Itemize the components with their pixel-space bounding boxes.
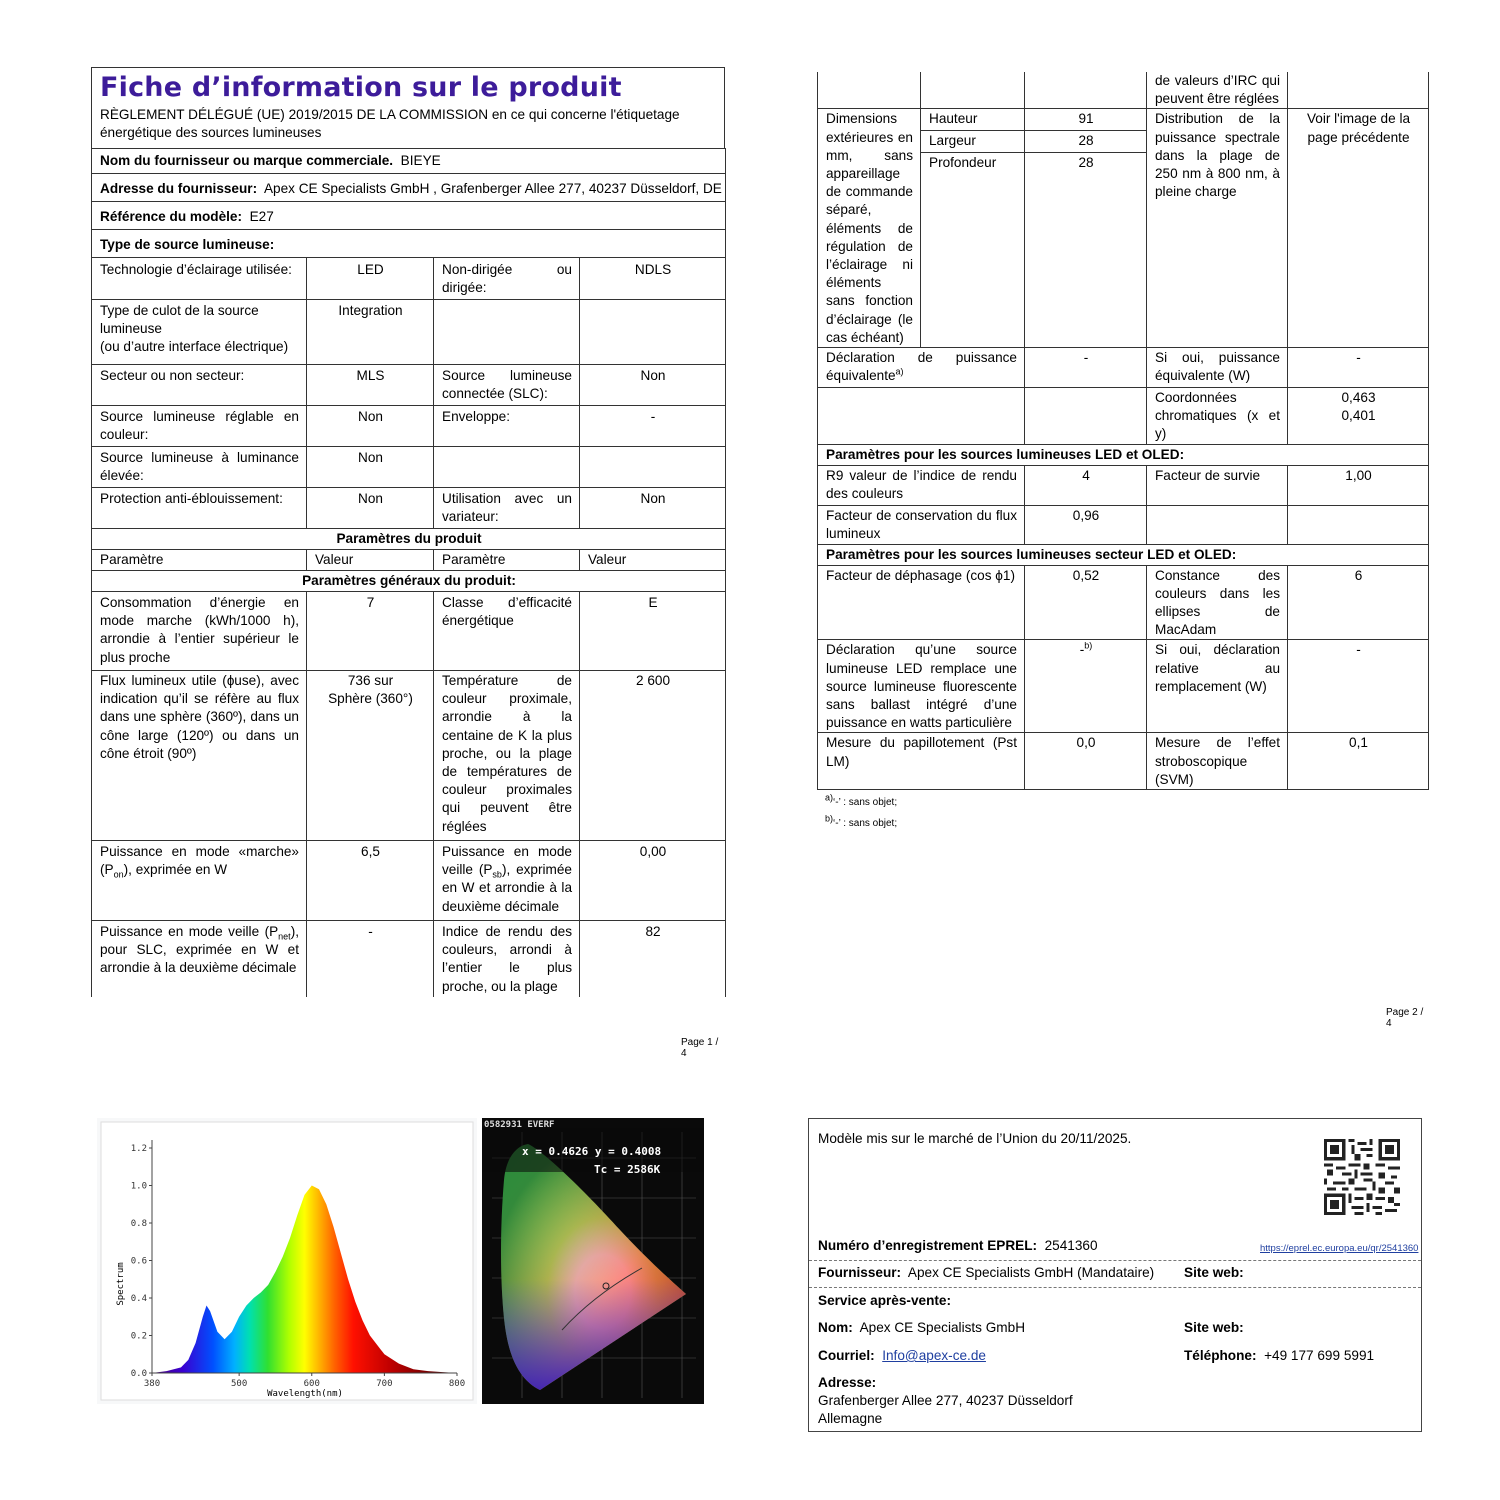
email-link[interactable]: Info@apex-ce.de (882, 1348, 986, 1363)
pon-label (92, 841, 307, 921)
mains-value: MLS (307, 365, 434, 406)
dimensions-label: Dimensions extérieures en mm, sans appareillage de commande séparé, éléments de régulation de l’éclairage ni éléments sans fonction d’éclairage (le cas échéant) (818, 109, 921, 348)
y-tick-label: 0.0 (130, 1369, 147, 1379)
psb-label (434, 841, 580, 921)
model-ref-row (92, 202, 726, 230)
email-line (818, 1347, 986, 1365)
table-row (92, 406, 726, 447)
website-label-2: Site web: (1184, 1320, 1244, 1335)
cap-label-line-2: (ou d’autre interface électrique) (100, 339, 289, 355)
supplier-value: Apex CE Specialists GmbH (Mandataire) (907, 1265, 1155, 1280)
qr-code-icon (1324, 1139, 1400, 1215)
pnet-label-a: Puissance en mode veille (P (100, 924, 279, 939)
supplier-address-label: Adresse du fournisseur: (100, 181, 258, 196)
flux-value-1: 736 sur (347, 673, 394, 688)
supplier-name-row (92, 149, 726, 174)
pnet-label-b: ), pour SLC, exprimée en W et arrondie à la deuxième décimale (100, 924, 299, 976)
macadam-label: Constance des couleurs dans les ellipses de MacAdam (1147, 565, 1288, 640)
service-label: Service après-vente: (818, 1293, 951, 1308)
name-value: Apex CE Specialists GmbH (859, 1320, 1026, 1335)
tunable-value: Non (307, 406, 434, 447)
macadam-value: 6 (1288, 565, 1429, 640)
model-ref-label: Référence du modèle: (100, 209, 243, 224)
table-row (92, 592, 726, 671)
spd-label: Distribution de la puissance spectrale dans la plage de 250 nm à 800 nm, à pleine charge (1147, 109, 1288, 348)
antiglare-value: Non (307, 488, 434, 529)
pnet-value: - (307, 921, 434, 998)
general-params-header: Paramètres généraux du produit: (92, 571, 726, 592)
x-tick-label: 700 (376, 1379, 393, 1389)
table-row (818, 733, 1429, 790)
source-type-row (92, 230, 726, 258)
flux-label: Flux lumineux utile (ɸuse), avec indication qu’il se réfère au flux dans une sphère (360º), dans un cône large (120º) ou dans un cône étroit (90º) (92, 671, 307, 841)
dimmer-label: Utilisation avec un variateur: (434, 488, 580, 529)
y-tick-label: 1.2 (130, 1144, 147, 1154)
pon-label-a: Puissance en mode «marche» (P (100, 844, 299, 878)
model-ref: E27 (249, 209, 274, 224)
pon-sub: on (113, 869, 124, 880)
cap-label (92, 300, 307, 365)
supplier-label: Fournisseur: (818, 1265, 902, 1280)
high-luminance-label: Source lumineuse à luminance élevée: (92, 447, 307, 488)
page-2 (817, 72, 1428, 1029)
replace-power-value: - (1288, 640, 1429, 733)
tunable-label: Source lumineuse réglable en couleur: (92, 406, 307, 447)
spd-value: Voir l'image de la page précédente (1288, 109, 1429, 348)
supplier-address-row (92, 174, 726, 202)
page-1-header (91, 67, 725, 148)
equiv-sup: a) (895, 366, 904, 377)
phone-value: +49 177 699 5991 (1264, 1348, 1375, 1363)
phone-label: Téléphone: (1184, 1348, 1257, 1363)
y-tick-label: 0.4 (130, 1294, 147, 1304)
x-tick-label: 600 (303, 1379, 320, 1389)
cap-label-line-1: Type de culot de la source lumineuse (100, 303, 259, 337)
cct-value: 2 600 (580, 671, 726, 841)
page-1 (91, 67, 725, 1059)
energy-value: 7 (307, 592, 434, 671)
mains-label: Secteur ou non secteur: (92, 365, 307, 406)
email-label: Courriel: (818, 1348, 875, 1363)
replace-dash: - (1079, 642, 1085, 658)
mains-led-header-row (818, 544, 1429, 565)
eprel-label: Numéro d’enregistrement EPREL: (818, 1238, 1038, 1253)
pnet-label (92, 921, 307, 998)
product-params-header: Paramètres du produit (92, 529, 726, 550)
supplier-name-label: Nom du fournisseur ou marque commerciale. (100, 153, 394, 168)
chroma-value (1288, 388, 1429, 445)
footnote-b (825, 813, 1428, 834)
y-tick-label: 1.0 (130, 1181, 147, 1192)
y-tick-label: 0.6 (130, 1256, 147, 1267)
column-header-row (92, 550, 726, 571)
registration-info-box (808, 1118, 1422, 1432)
page-title: Fiche d’information sur le produit (100, 72, 622, 103)
cri-value: 82 (580, 921, 726, 998)
table-row (818, 640, 1429, 733)
address-line-2: Allemagne (818, 1411, 883, 1426)
led-params-header: Paramètres pour les sources lumineuses LED et OLED: (818, 444, 1429, 465)
r9-label: R9 valeur de l’indice de rendu des couleurs (818, 465, 1025, 505)
table-row (818, 72, 1429, 109)
equiv-power-value: - (1288, 348, 1429, 388)
market-date: Modèle mis sur le marché de l’Union du 20/11/2025. (818, 1131, 1132, 1146)
footnote-a (825, 792, 1428, 813)
x-tick-label: 380 (143, 1379, 161, 1389)
r9-value: 4 (1025, 465, 1147, 505)
width-value: 28 (1025, 131, 1147, 153)
flux-value (307, 671, 434, 841)
chroma-label: Coordonnées chromatiques (x et y) (1147, 388, 1288, 445)
class-value: E (580, 592, 726, 671)
table-row (818, 465, 1429, 505)
x-axis-label: Wavelength(nm) (267, 1389, 343, 1399)
eprel-line (818, 1237, 1098, 1255)
y-axis-label: Spectrum (116, 1262, 126, 1306)
flicker-label: Mesure du papillotement (Pst LM) (818, 733, 1025, 790)
pon-value: 6,5 (307, 841, 434, 921)
eprel-number: 2541360 (1044, 1238, 1098, 1253)
footnote-b-text: ‘-’ : sans objet; (833, 818, 898, 830)
pf-label: Facteur de déphasage (cos ϕ1) (818, 565, 1025, 640)
pnet-sub: net (278, 931, 291, 942)
svm-label: Mesure de l’effet stroboscopique (SVM) (1147, 733, 1288, 790)
antiglare-label: Protection anti-éblouissement: (92, 488, 307, 529)
service-name-line (818, 1319, 1025, 1337)
high-luminance-value: Non (307, 447, 434, 488)
page-number: Page 2 / 4 (1386, 1007, 1424, 1029)
supplier-line (818, 1264, 1154, 1282)
regulation-text: RÈGLEMENT DÉLÉGUÉ (UE) 2019/2015 DE LA COMMISSION en ce qui concerne l'étiquetage énergétique des sources lumineuses (100, 107, 680, 140)
chroma-y: 0,401 (1341, 408, 1376, 424)
col-param-1: Paramètre (92, 550, 307, 571)
x-tick-label: 500 (231, 1379, 248, 1389)
pon-label-b: ), exprimée en W (123, 862, 228, 878)
dimmer-value: Non (580, 488, 726, 529)
equiv-power-label: Si oui, puissance équivalente (W) (1147, 348, 1288, 388)
height-value: 91 (1025, 109, 1147, 131)
replace-value (1025, 640, 1147, 733)
height-label: Hauteur (921, 109, 1025, 131)
table-row (818, 388, 1429, 445)
website-label: Site web: (1184, 1265, 1244, 1280)
equiv-value: - (1025, 348, 1147, 388)
envelope-label: Enveloppe: (434, 406, 580, 447)
phone-line (1184, 1347, 1374, 1365)
table-row (92, 258, 726, 300)
cap-value: Integration (307, 300, 434, 365)
flicker-value: 0,0 (1025, 733, 1147, 790)
cct-label: Température de couleur proximale, arrondie à la centaine de K la plus proche, ou la plage de températures de couleur proximales qui peuvent être réglées (434, 671, 580, 841)
table-row (92, 300, 726, 365)
table-row (92, 365, 726, 406)
page-number: Page 1 / 4 (681, 1037, 719, 1059)
width-label: Largeur (921, 131, 1025, 153)
directional-label: Non-dirigée ou dirigée: (434, 258, 580, 300)
supplier-address: Apex CE Specialists GmbH , Grafenberger Allee 277, 40237 Düsseldorf, DE (263, 181, 722, 196)
cie-tc-readout: Tc = 2586K (594, 1163, 661, 1176)
x-tick-label: 800 (448, 1379, 466, 1389)
cie-chromaticity-diagram (482, 1118, 704, 1404)
y-tick-label: 0.8 (130, 1219, 147, 1229)
survival-label: Facteur de survie (1147, 465, 1288, 505)
name-label: Nom: (818, 1320, 853, 1335)
table-row (92, 671, 726, 841)
depth-value: 28 (1025, 153, 1147, 348)
slc-label: Source lumineuse connectée (SLC): (434, 365, 580, 406)
page-3 (97, 1118, 707, 1404)
source-type-label: Type de source lumineuse: (92, 230, 726, 258)
table-row (92, 447, 726, 488)
replace-power-label: Si oui, déclaration relative au remplacement (W) (1147, 640, 1288, 733)
psb-sub: sb (492, 869, 502, 880)
cri-label: Indice de rendu des couleurs, arrondi à l’entier le plus proche, ou la plage (434, 921, 580, 998)
psb-label-a: Puissance en mode veille (P (442, 844, 572, 878)
table-row (818, 348, 1429, 388)
svm-value: 0,1 (1288, 733, 1429, 790)
footnote-a-mark: a) (825, 792, 834, 803)
table-row (92, 841, 726, 921)
table-row (818, 505, 1429, 544)
mains-led-params-header: Paramètres pour les sources lumineuses secteur LED et OLED: (818, 544, 1429, 565)
address-line-1: Grafenberger Allee 277, 40237 Düsseldorf (818, 1393, 1073, 1408)
flux-value-2: Sphère (360°) (328, 691, 413, 707)
footnote-b-mark: b) (825, 813, 834, 824)
divider (809, 1287, 1421, 1288)
psb-value: 0,00 (580, 841, 726, 921)
tech-label: Technologie d’éclairage utilisée: (92, 258, 307, 300)
table-row (92, 488, 726, 529)
replace-sup: b) (1084, 640, 1093, 651)
product-info-table (91, 148, 726, 997)
dimensions-row (818, 109, 1429, 131)
chroma-x: 0,463 (1341, 390, 1376, 406)
psb-label-b: ), exprimée en W et arrondie à la deuxième décimale (442, 862, 572, 914)
cie-xy-readout: x = 0.4626 y = 0.4008 (522, 1145, 662, 1158)
pf-value: 0,52 (1025, 565, 1147, 640)
directional-value: NDLS (580, 258, 726, 300)
maintenance-label: Facteur de conservation du flux lumineux (818, 505, 1025, 544)
envelope-value: - (580, 406, 726, 447)
table-row (92, 921, 726, 998)
product-params-header-row (92, 529, 726, 550)
y-tick-label: 0.2 (130, 1331, 147, 1342)
replace-label: Déclaration qu’une source lumineuse LED remplace une source lumineuse fluorescente sans ballast intégré d’une puissance en watts particulière (818, 640, 1025, 733)
footnote-a-text: ‘-’ : sans objet; (833, 797, 898, 809)
tech-value: LED (307, 258, 434, 300)
spectrum-chart (97, 1118, 477, 1404)
cri-continued: de valeurs d’IRC qui peuvent être réglées (1147, 72, 1288, 109)
class-label: Classe d’efficacité énergétique (434, 592, 580, 671)
col-value-2: Valeur (580, 550, 726, 571)
maintenance-value: 0,96 (1025, 505, 1147, 544)
eprel-link[interactable]: https://eprel.ec.europa.eu/qr/2541360 (1260, 1243, 1419, 1254)
page-4 (808, 1118, 1422, 1432)
equiv-label-text: Déclaration de puissance équivalente (826, 350, 1017, 384)
table-row (818, 565, 1429, 640)
address-label: Adresse: (818, 1375, 877, 1390)
supplier-name: BIEYE (400, 153, 441, 168)
col-value-1: Valeur (307, 550, 434, 571)
slc-value: Non (580, 365, 726, 406)
divider (809, 1260, 1421, 1261)
col-param-2: Paramètre (434, 550, 580, 571)
general-params-header-row (92, 571, 726, 592)
cie-header: 0582931 EVERF (484, 1120, 555, 1130)
energy-label: Consommation d’énergie en mode marche (kWh/1000 h), arrondie à l’entier supérieur le plus proche (92, 592, 307, 671)
led-header-row (818, 444, 1429, 465)
equiv-label (818, 348, 1025, 388)
survival-value: 1,00 (1288, 465, 1429, 505)
product-info-table-continued (817, 72, 1429, 790)
depth-label: Profondeur (921, 153, 1025, 348)
